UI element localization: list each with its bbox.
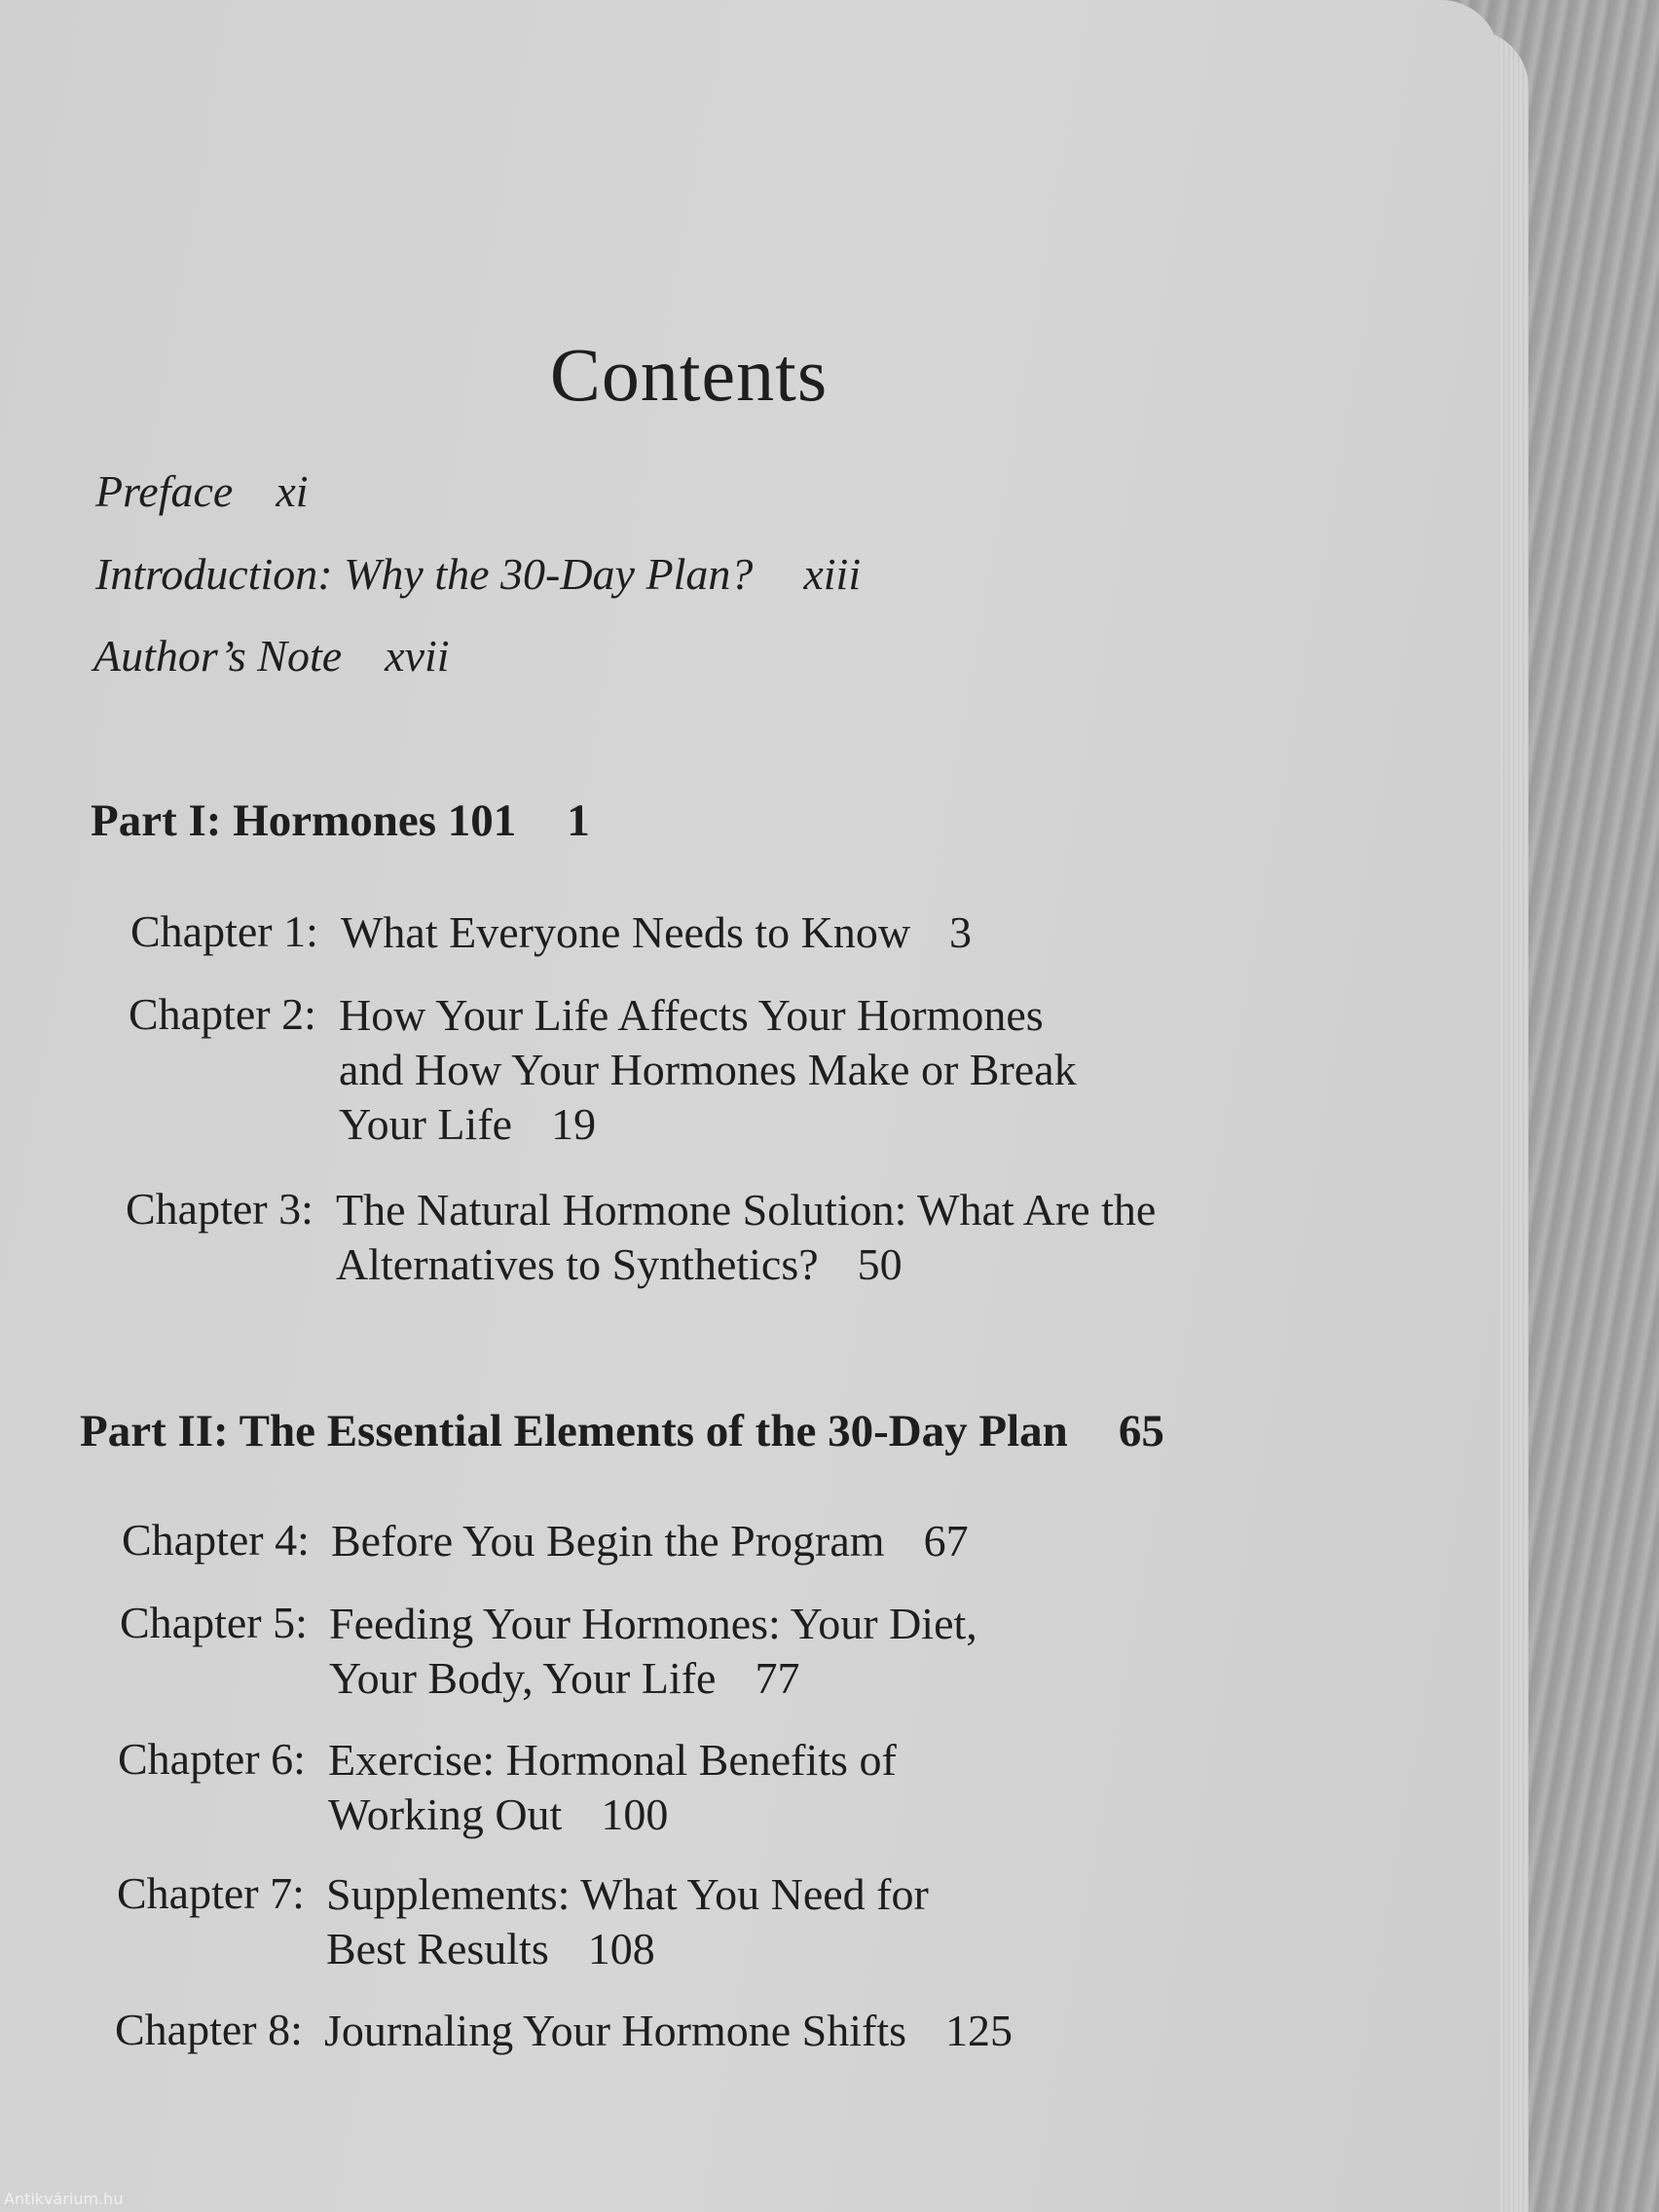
page-title: Contents — [549, 332, 829, 417]
chapter-number: Chapter 1: — [130, 906, 318, 956]
chapter-page: 100 — [601, 1789, 669, 1839]
entry-page: xvii — [385, 631, 450, 681]
chapter-title-text: Supplements: What You Need for Best Results — [326, 1869, 929, 1973]
entry-label: Author’s Note — [93, 631, 343, 681]
chapter-number: Chapter 7: — [117, 1868, 305, 1918]
chapter-title — [328, 1733, 951, 1842]
entry-label: Preface — [95, 466, 234, 516]
chapter-title — [324, 2004, 1200, 2058]
chapter-title — [329, 1597, 1030, 1706]
entry-label: Introduction: Why the 30-Day Plan? — [95, 549, 754, 599]
chapter-title — [339, 988, 1079, 1152]
toc-entry-preface — [95, 465, 309, 517]
chapter-number: Chapter 3: — [126, 1184, 313, 1234]
toc-part-1 — [91, 794, 590, 847]
toc-entry-introduction — [95, 548, 861, 600]
chapter-page: 77 — [755, 1653, 800, 1703]
chapter-title-text: The Natural Hormone Solution: What Are the Alternatives to Synthetics? — [336, 1185, 1157, 1289]
chapter-title-text: How Your Life Affects Your Hormones and How Your Hormones Make or Break Your Life — [339, 990, 1077, 1149]
chapter-page: 50 — [857, 1239, 903, 1289]
part-page: 65 — [1118, 1406, 1164, 1456]
chapter-number: Chapter 6: — [118, 1734, 306, 1784]
chapter-number: Chapter 4: — [122, 1515, 310, 1565]
chapter-title-text: Feeding Your Hormones: Your Diet, Your Body, Your Life — [329, 1599, 977, 1703]
chapter-page: 67 — [923, 1516, 969, 1566]
chapter-page: 3 — [949, 907, 973, 957]
chapter-title — [326, 1867, 988, 1976]
chapter-title — [341, 905, 1120, 960]
chapter-number: Chapter 8: — [115, 2005, 303, 2054]
entry-page: xiii — [803, 549, 862, 599]
part-page: 1 — [567, 795, 590, 846]
chapter-title-text: Journaling Your Hormone Shifts — [324, 2006, 907, 2055]
chapter-title — [336, 1183, 1241, 1292]
watermark: Antikvárium.hu — [4, 2190, 124, 2208]
chapter-page: 125 — [945, 2006, 1014, 2055]
toc-entry-authors-note — [93, 630, 450, 682]
chapter-title-text: Exercise: Hormonal Benefits of Working Out — [328, 1735, 897, 1839]
chapter-page: 108 — [587, 1924, 655, 1973]
chapter-title-text: Before You Begin the Program — [331, 1516, 885, 1566]
part-label: Part I: Hormones 101 — [91, 795, 517, 846]
part-label: Part II: The Essential Elements of the 30-Day Plan — [80, 1406, 1068, 1456]
entry-page: xi — [276, 466, 309, 516]
toc-part-2 — [80, 1405, 1164, 1457]
chapter-title — [331, 1514, 1110, 1568]
chapter-title-text: What Everyone Needs to Know — [341, 907, 911, 957]
chapter-number: Chapter 5: — [120, 1598, 308, 1647]
chapter-page: 19 — [551, 1099, 597, 1149]
chapter-number: Chapter 2: — [129, 989, 316, 1039]
